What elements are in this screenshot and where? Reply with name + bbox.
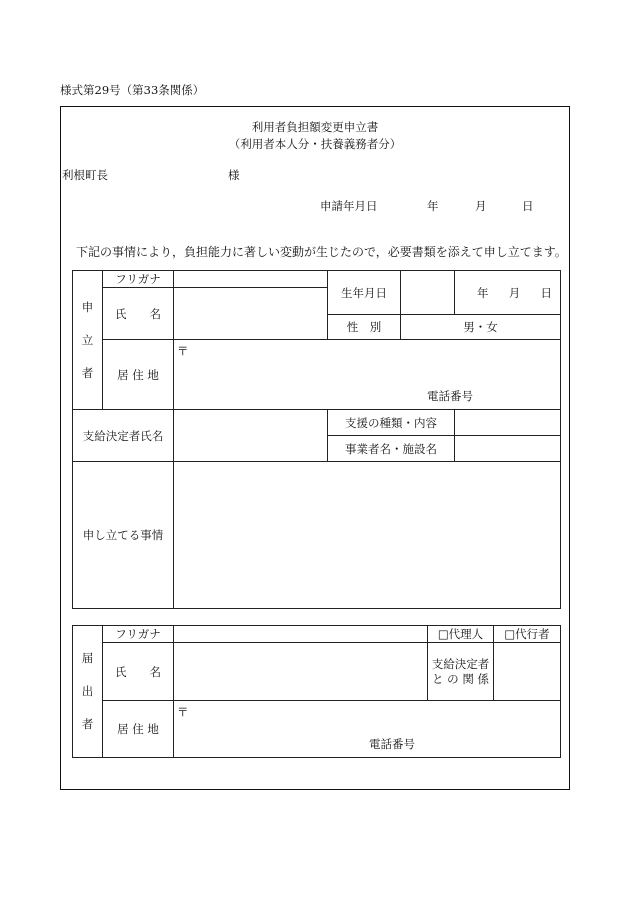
applicant-section-char: 立 [81,332,94,347]
birthdate-blank[interactable] [401,271,455,315]
applicant-furigana-row [73,271,561,288]
addressee-honorific: 様 [228,168,240,182]
submitter-postal-mark: 〒 [177,705,189,719]
relation-label-line: 支給決定者 [431,656,490,671]
submitter-address-field[interactable] [174,701,561,758]
submitter-name-field[interactable] [174,643,428,701]
applicant-name-label: 氏 名 [103,288,174,340]
form-subtitle: （利用者本人分・扶養義務者分） [228,137,402,151]
submitter-furigana-field[interactable] [174,626,428,643]
birthdate-year-unit: 年 [477,285,489,300]
applicant-phone-label: 電話番号 [427,389,473,403]
submitter-furigana-row [73,626,561,643]
birthdate-label: 生年月日 [328,271,401,315]
applicant-section-char: 申 [81,299,94,314]
applicant-section-label [73,271,103,410]
application-date-label: 申請年月日 [320,199,378,213]
submitter-name-label: 氏 名 [103,643,174,701]
application-date-month: 月 [475,199,487,213]
recipient-name-field[interactable] [174,410,328,462]
applicant-address-field[interactable] [174,340,561,410]
applicant-furigana-label: フリガナ [103,271,174,288]
application-table [72,270,561,609]
sex-options[interactable]: 男・女 [401,315,561,340]
submitter-name-row [73,643,561,701]
birthdate-month-unit: 月 [508,285,521,300]
recipient-name-label: 支給決定者氏名 [73,410,174,462]
submitter-section-label [73,626,103,758]
submitter-section-char: 届 [81,651,94,665]
submitter-address-row [73,701,561,758]
birthdate-field[interactable] [455,271,561,315]
submitter-section-char: 出 [81,684,94,698]
submitter-phone-label: 電話番号 [369,737,415,751]
applicant-section-char: 者 [81,365,94,380]
provider-label: 事業者名・施設名 [328,436,455,462]
relation-label [428,643,494,701]
birthdate-day-unit: 日 [540,285,552,300]
submitter-furigana-label: フリガナ [103,626,174,643]
relation-label-line: と の 関 係 [432,671,489,686]
reason-field[interactable] [174,462,561,609]
agent-checkbox[interactable]: □代理人 [428,626,494,643]
statement-text: 下記の事情により，負担能力に著しい変動が生じたので，必要書類を添えて申し立てます。 [76,245,567,259]
applicant-furigana-field[interactable] [174,271,328,288]
applicant-address-row [73,340,561,410]
support-type-label: 支援の種類・内容 [328,410,455,436]
recipient-row-1 [73,410,561,436]
addressee-name: 利根町長 [62,168,108,182]
provider-field[interactable] [455,436,561,462]
submitter-section-char: 者 [81,717,94,731]
sex-label: 性 別 [328,315,401,340]
form-title: 利用者負担額変更申立書 [251,120,379,134]
reason-label: 申し立てる事情 [73,462,174,609]
support-type-field[interactable] [455,410,561,436]
form-number: 様式第29号（第33条関係） [60,83,205,97]
submitter-table [72,625,561,758]
reason-row [73,462,561,609]
applicant-address-label: 居 住 地 [103,340,174,410]
application-date-year: 年 [427,199,439,213]
relation-field[interactable] [494,643,561,701]
applicant-postal-mark: 〒 [177,344,189,358]
submitter-address-label: 居 住 地 [103,701,174,758]
proxy-checkbox[interactable]: □代行者 [494,626,561,643]
applicant-name-field[interactable] [174,288,328,340]
application-date-day: 日 [522,199,534,213]
